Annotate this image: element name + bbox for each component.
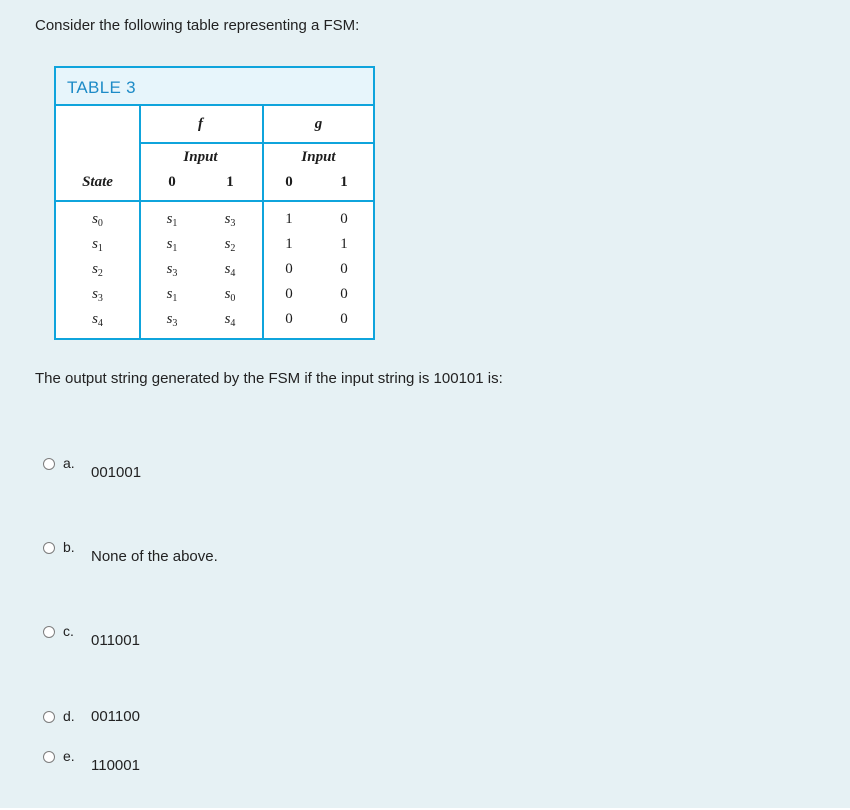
radio-button[interactable]: [43, 458, 55, 470]
state-cell: $s_0$: [92, 211, 103, 229]
f0-cell: $s_1$: [166, 236, 178, 254]
g0-cell: 1: [285, 211, 293, 227]
state-cell: $s_2$: [92, 261, 103, 279]
option-text: 001001: [91, 464, 142, 481]
table-caption: TABLE 3: [67, 78, 136, 97]
f0-cell: $s_3$: [166, 311, 178, 329]
f1-cell: $s_2$: [224, 236, 236, 254]
f-label: f: [198, 116, 203, 132]
f-input-1: 1: [226, 174, 234, 190]
g-input-0: 0: [285, 174, 293, 190]
fsm-table: [54, 66, 375, 340]
option-text: 001100: [91, 708, 140, 725]
g1-cell: 0: [340, 211, 348, 227]
prompt-text: The output string generated by the FSM if the input string is 100101 is:: [35, 370, 503, 387]
state-label: State: [82, 174, 113, 190]
divider-header: [56, 200, 373, 202]
f1-cell: $s_3$: [224, 211, 236, 229]
divider-state: [139, 106, 141, 338]
g-label: g: [314, 116, 323, 132]
g-input-label: Input: [301, 149, 336, 165]
g-input-1: 1: [340, 174, 348, 190]
option-letter: b.: [63, 539, 75, 555]
state-cell: $s_3$: [92, 286, 103, 304]
option-text: 011001: [91, 632, 140, 649]
option-text: None of the above.: [91, 548, 218, 565]
option-letter: c.: [63, 623, 74, 639]
f0-cell: $s_1$: [166, 211, 178, 229]
state-cell: $s_4$: [92, 311, 103, 329]
radio-button[interactable]: [43, 626, 55, 638]
table-caption-bar: [56, 68, 373, 106]
f0-cell: $s_1$: [166, 286, 178, 304]
divider-fg-header: [139, 142, 373, 144]
f1-cell: $s_4$: [224, 261, 236, 279]
question-text: Consider the following table representing a FSM:: [35, 17, 360, 34]
option-text: 110001: [91, 757, 140, 774]
g0-cell: 1: [285, 236, 293, 252]
state-cell: $s_1$: [92, 236, 103, 254]
radio-button[interactable]: [43, 542, 55, 554]
f-input-label: Input: [183, 149, 218, 165]
divider-fg: [262, 106, 264, 338]
g0-cell: 0: [285, 311, 293, 327]
g1-cell: 1: [340, 236, 348, 252]
f-input-0: 0: [168, 174, 176, 190]
g1-cell: 0: [340, 261, 348, 277]
radio-button[interactable]: [43, 751, 55, 763]
option-letter: d.: [63, 708, 75, 724]
g1-cell: 0: [340, 311, 348, 327]
g1-cell: 0: [340, 286, 348, 302]
g0-cell: 0: [285, 286, 293, 302]
f1-cell: $s_4$: [224, 311, 236, 329]
option-letter: e.: [63, 748, 75, 764]
f1-cell: $s_0$: [224, 286, 236, 304]
f0-cell: $s_3$: [166, 261, 178, 279]
radio-button[interactable]: [43, 711, 55, 723]
g0-cell: 0: [285, 261, 293, 277]
option-letter: a.: [63, 455, 75, 471]
